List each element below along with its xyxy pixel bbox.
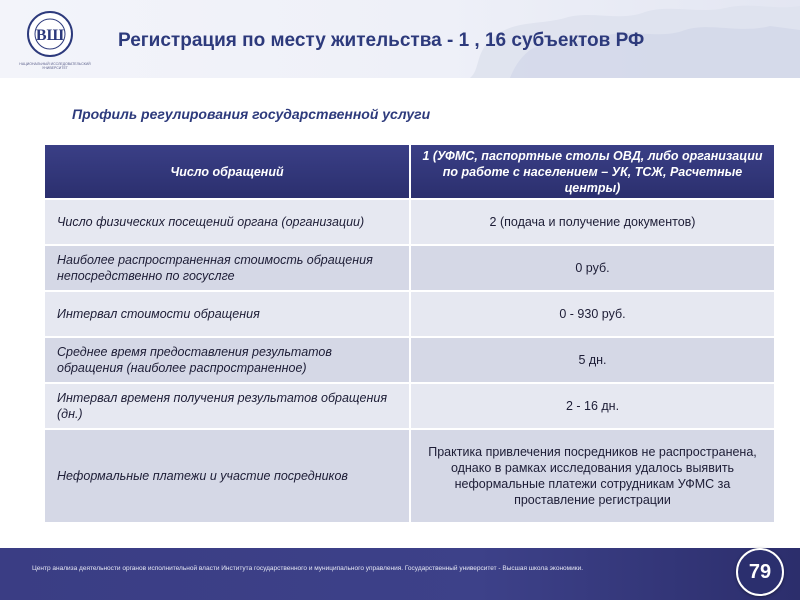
service-profile-table bbox=[43, 143, 776, 524]
row-value: 2 (подача и получение документов) bbox=[410, 199, 775, 245]
column-header-providers: 1 (УФМС, паспортные столы ОВД, либо организации по работе с населением – УК, ТСЖ, Расчетные центры) bbox=[410, 144, 775, 199]
row-label: Среднее время предоставления результатов обращения (наиболее распространенное) bbox=[44, 337, 410, 383]
footer-text: Центр анализа деятельности органов исполнительной власти Института государственного и муниципального управления. Государственный университет - Высшая школа экономики. bbox=[32, 565, 584, 572]
row-value: 5 дн. bbox=[410, 337, 775, 383]
row-value: 2 - 16 дн. bbox=[410, 383, 775, 429]
row-label: Интервал временя получения результатов обращения (дн.) bbox=[44, 383, 410, 429]
row-label: Наиболее распространенная стоимость обращения непосредственно по госуслге bbox=[44, 245, 410, 291]
hse-logo-icon bbox=[26, 10, 74, 58]
logo-caption: НАЦИОНАЛЬНЫЙ ИССЛЕДОВАТЕЛЬСКИЙ УНИВЕРСИТЕТ bbox=[19, 62, 91, 70]
page-title: Регистрация по месту жительства - 1 , 16 субъектов РФ bbox=[118, 30, 645, 51]
table-header-row bbox=[44, 144, 775, 199]
table-row bbox=[44, 245, 775, 291]
table-row bbox=[44, 291, 775, 337]
row-value: 0 руб. bbox=[410, 245, 775, 291]
table-row bbox=[44, 337, 775, 383]
svg-text:ВШ: ВШ bbox=[35, 27, 65, 44]
row-label: Интервал стоимости обращения bbox=[44, 291, 410, 337]
logo bbox=[18, 10, 92, 72]
table-row bbox=[44, 199, 775, 245]
row-label: Число физических посещений органа (организации) bbox=[44, 199, 410, 245]
section-subtitle: Профиль регулирования государственной услуги bbox=[72, 106, 431, 122]
row-value: Практика привлечения посредников не распространена, однако в рамках исследования удалось выявить неформальные платежи сотрудникам УФМС за проставление регистрации bbox=[410, 429, 775, 523]
table-row bbox=[44, 429, 775, 523]
column-header-requests: Число обращений bbox=[44, 144, 410, 199]
row-value: 0 - 930 руб. bbox=[410, 291, 775, 337]
slide-header bbox=[0, 0, 800, 78]
page-number-badge: 79 bbox=[736, 548, 784, 596]
table-row bbox=[44, 383, 775, 429]
row-label: Неформальные платежи и участие посредников bbox=[44, 429, 410, 523]
footer-bar bbox=[0, 548, 800, 600]
